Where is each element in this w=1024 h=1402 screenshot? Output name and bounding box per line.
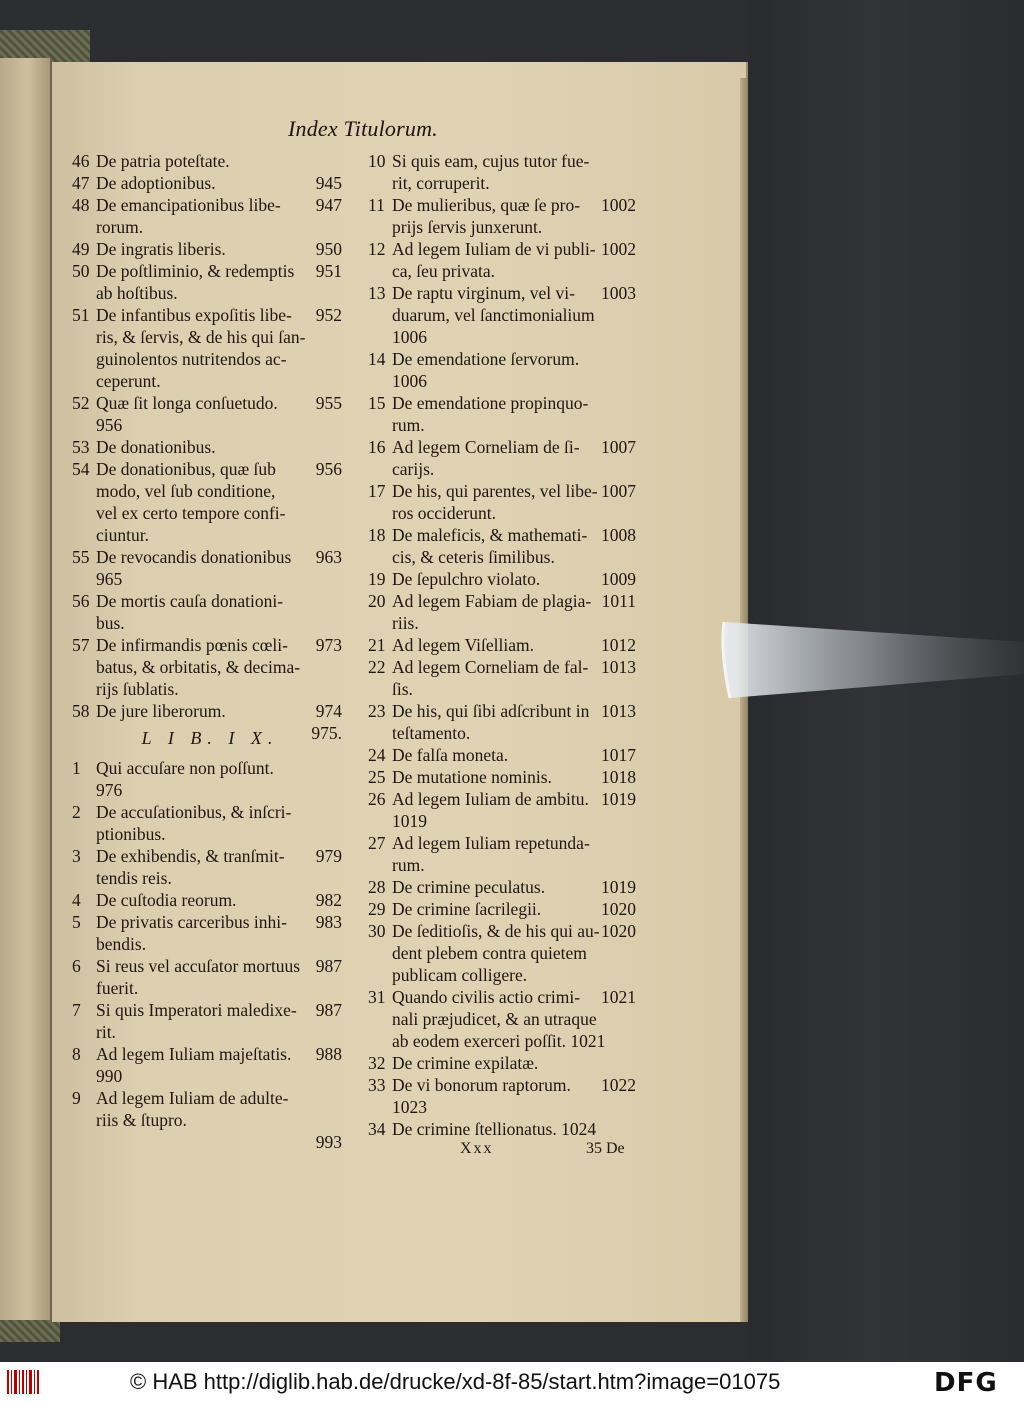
entry-number: 58 <box>72 701 90 721</box>
entry-continuation: cis, & ceteris ſimilibus. <box>392 547 555 567</box>
entry-number: 1 <box>72 758 81 778</box>
entry-title: De revocandis donationibus <box>96 547 292 567</box>
entry-number: 48 <box>72 195 90 215</box>
entry-first-line <box>368 634 640 656</box>
signature-mark: Xxx <box>460 1140 494 1157</box>
entry-title: De crimine peculatus. <box>392 877 546 897</box>
entry-title: De infantibus expoſitis libe- <box>96 305 292 325</box>
entry-page-number: 1009 <box>601 569 636 589</box>
entry-number: 2 <box>72 802 81 822</box>
entry-continuation: riis & ſtupro. <box>96 1110 187 1130</box>
entry-number: 18 <box>368 525 386 545</box>
entry-first-line <box>368 788 640 810</box>
entry-number: 26 <box>368 789 386 809</box>
index-entry <box>368 986 640 1052</box>
entry-first-line <box>72 238 348 260</box>
entry-continuation: 1006 <box>392 327 427 347</box>
entry-title: Ad legem Iuliam de adulte- <box>96 1088 289 1108</box>
entry-continuation: riis. <box>392 613 419 633</box>
entry-title: De donationibus. <box>96 437 216 457</box>
entry-first-line <box>368 348 640 370</box>
entry-first-line <box>368 700 640 722</box>
entry-first-line <box>368 524 640 546</box>
entry-continuation: rum. <box>392 415 425 435</box>
entry-continuation: ca, ſeu privata. <box>392 261 496 281</box>
entry-title: Quæ ſit longa conſuetudo. <box>96 393 278 413</box>
entry-title: Si quis eam, cujus tutor fue- <box>392 151 590 171</box>
entry-first-line <box>72 260 348 282</box>
entry-page-number: 951 <box>315 261 342 281</box>
index-entry <box>368 1074 640 1118</box>
entry-continuation: vel ex certo tempore confi- <box>96 503 286 523</box>
index-entry <box>368 282 640 348</box>
entry-page-number: 1013 <box>601 657 636 677</box>
entry-continuation: dent plebem contra quietem <box>392 943 587 963</box>
entry-number: 12 <box>368 239 386 259</box>
entry-first-line <box>72 392 348 414</box>
entry-title: Ad legem Iuliam de ambitu. <box>392 789 589 809</box>
entry-first-line <box>72 889 348 911</box>
entry-continuation: 976 <box>96 780 123 800</box>
entry-title: De mortis cauſa donationi- <box>96 591 284 611</box>
entry-continuation: rorum. <box>96 217 144 237</box>
entry-continuation: ros occiderunt. <box>392 503 496 523</box>
book-heading: L I B. I X. <box>141 728 279 748</box>
entry-page-number: 945 <box>315 173 342 193</box>
entry-continuation: 956 <box>96 415 123 435</box>
entry-first-line <box>72 911 348 933</box>
entry-number: 9 <box>72 1088 81 1108</box>
entry-title: Ad legem Viſelliam. <box>392 635 534 655</box>
entry-number: 19 <box>368 569 386 589</box>
entry-continuation: ab hoſtibus. <box>96 283 178 303</box>
entry-page-number: 952 <box>315 305 342 325</box>
index-column-right <box>368 150 640 1140</box>
entry-title: Ad legem Iuliam majeſtatis. <box>96 1044 292 1064</box>
entry-number: 57 <box>72 635 90 655</box>
entry-first-line <box>72 458 348 480</box>
entry-title: De mulieribus, quæ ſe pro- <box>392 195 581 215</box>
entry-continuation: modo, vel ſub conditione, <box>96 481 276 501</box>
entry-first-line <box>368 766 640 788</box>
entry-page-number: 1002 <box>601 195 636 215</box>
entry-continuation: ceperunt. <box>96 371 161 391</box>
entry-title: De falſa moneta. <box>392 745 509 765</box>
entry-number: 23 <box>368 701 386 721</box>
entry-title: De emancipationibus libe- <box>96 195 281 215</box>
entry-continuation: bendis. <box>96 934 147 954</box>
entry-line-holder <box>72 1109 348 1152</box>
entry-continuation: ab eodem exerceri poſſit. 1021 <box>392 1031 606 1051</box>
entry-title: Qui accuſare non poſſunt. <box>96 758 274 778</box>
entry-first-line <box>368 194 640 216</box>
entry-page-number: 975. <box>311 723 342 743</box>
entry-continuation: ris, & ſervis, & de his qui ſan- <box>96 327 306 347</box>
entry-first-line <box>72 955 348 977</box>
entry-first-line <box>368 480 640 502</box>
barcode-icon <box>6 1368 40 1396</box>
entry-first-line <box>72 172 348 194</box>
entry-first-line <box>368 568 640 590</box>
entry-number: 27 <box>368 833 386 853</box>
entry-number: 3 <box>72 846 81 866</box>
index-entry <box>368 348 640 392</box>
catchword: 35 De <box>586 1140 625 1157</box>
entry-page-number: 1020 <box>601 921 636 941</box>
entry-page-number: 1007 <box>601 437 636 457</box>
entry-page-number: 1019 <box>601 877 636 897</box>
entry-number: 21 <box>368 635 386 655</box>
entry-title: De donationibus, quæ ſub <box>96 459 276 479</box>
entry-first-line <box>368 876 640 898</box>
entry-number: 10 <box>368 151 386 171</box>
entry-first-line <box>368 898 640 920</box>
entry-page-number: 956 <box>315 459 342 479</box>
entry-first-line <box>368 920 640 942</box>
index-entry <box>72 1087 348 1152</box>
entry-number: 25 <box>368 767 386 787</box>
entry-page-number: 1012 <box>601 635 636 655</box>
entry-title: De ſeditioſis, & de his qui au- <box>392 921 600 941</box>
entry-number: 51 <box>72 305 90 325</box>
entry-continuation: duarum, vel ſanctimonialium <box>392 305 595 325</box>
entry-page-number: 955 <box>315 393 342 413</box>
entry-title: De exhibendis, & tranſmit- <box>96 846 285 866</box>
entry-continuation: 1006 <box>392 371 427 391</box>
running-head: Index Titulorum. <box>288 116 438 141</box>
entry-page-number: 993 <box>315 1132 342 1152</box>
entry-continuation: ciuntur. <box>96 525 149 545</box>
entry-continuation: 965 <box>96 569 123 589</box>
entry-continuation: teſtamento. <box>392 723 471 743</box>
entry-page-number: 1017 <box>601 745 636 765</box>
entry-page-number: 979 <box>315 846 342 866</box>
entry-number: 52 <box>72 393 90 413</box>
entry-number: 28 <box>368 877 386 897</box>
entry-title: Ad legem Iuliam de vi publi- <box>392 239 596 259</box>
entry-title: De poſtliminio, & redemptis <box>96 261 295 281</box>
entry-title: Si quis Imperatori maledixe- <box>96 1000 297 1020</box>
entry-page-number: 950 <box>315 239 342 259</box>
entry-continuation: rit, corruperit. <box>392 173 490 193</box>
entry-page-number: 1002 <box>601 239 636 259</box>
entry-first-line <box>368 282 640 304</box>
entry-list-lib-9 <box>72 757 348 1152</box>
entry-number: 33 <box>368 1075 386 1095</box>
entry-continuation: batus, & orbitatis, & decima- <box>96 657 301 677</box>
entry-first-line <box>72 801 348 823</box>
binding-cloth-bottom <box>0 1318 60 1342</box>
entry-first-line <box>368 238 640 260</box>
entry-number: 6 <box>72 956 81 976</box>
entry-continuation: ſis. <box>392 679 413 699</box>
entry-number: 5 <box>72 912 81 932</box>
entry-number: 15 <box>368 393 386 413</box>
entry-number: 4 <box>72 890 81 910</box>
entry-page-number: 1011 <box>601 591 636 611</box>
entry-continuation: ptionibus. <box>96 824 166 844</box>
entry-number: 49 <box>72 239 90 259</box>
entry-first-line <box>72 1087 348 1109</box>
entry-continuation: rum. <box>392 855 425 875</box>
entry-first-line <box>368 590 640 612</box>
entry-continuation: fuerit. <box>96 978 139 998</box>
entry-title: De his, qui parentes, vel libe- <box>392 481 598 501</box>
index-entry <box>72 392 348 436</box>
entry-number: 47 <box>72 173 90 193</box>
entry-first-line <box>72 590 348 612</box>
entry-first-line <box>72 634 348 656</box>
entry-first-line <box>368 392 640 414</box>
entry-title: Quando civilis actio crimi- <box>392 987 581 1007</box>
entry-continuation: prijs ſervis junxerunt. <box>392 217 543 237</box>
entry-title: De crimine expilatæ. <box>392 1053 539 1073</box>
entry-number: 8 <box>72 1044 81 1064</box>
entry-first-line <box>72 999 348 1021</box>
entry-first-line <box>368 744 640 766</box>
entry-page-number: 1022 <box>601 1075 636 1095</box>
entry-page-number: 973 <box>315 635 342 655</box>
page-fore-edge <box>740 78 748 1322</box>
index-entry <box>72 1043 348 1087</box>
entry-first-line <box>368 1052 640 1074</box>
entry-page-number: 1018 <box>601 767 636 787</box>
entry-title: Ad legem Corneliam de ſi- <box>392 437 580 457</box>
entry-continuation: publicam colligere. <box>392 965 528 985</box>
entry-number: 13 <box>368 283 386 303</box>
entry-continuation: 990 <box>96 1066 123 1086</box>
entry-title: De accuſationibus, & inſcri- <box>96 802 292 822</box>
entry-title: De privatis carceribus inhi- <box>96 912 287 932</box>
entry-number: 31 <box>368 987 386 1007</box>
entry-number: 55 <box>72 547 90 567</box>
entry-number: 22 <box>368 657 386 677</box>
entry-first-line <box>368 1074 640 1096</box>
entry-title: De ingratis liberis. <box>96 239 226 259</box>
entry-first-line <box>72 150 348 172</box>
entry-page-number: 988 <box>315 1044 342 1064</box>
entry-number: 17 <box>368 481 386 501</box>
entry-page-number: 1019 <box>601 789 636 809</box>
entry-first-line <box>72 304 348 326</box>
entry-number: 53 <box>72 437 90 457</box>
entry-continuation: guinolentos nutritendos ac- <box>96 349 287 369</box>
entry-number: 14 <box>368 349 386 369</box>
entry-continuation: carijs. <box>392 459 435 479</box>
entry-title: De cuſtodia reorum. <box>96 890 237 910</box>
entry-continuation: rijs ſublatis. <box>96 679 179 699</box>
footer-bar <box>0 1362 1024 1402</box>
entry-number: 24 <box>368 745 386 765</box>
entry-first-line <box>368 1118 640 1140</box>
entry-page-number: 974 <box>315 701 342 721</box>
footer-source-link[interactable]: © HAB http://diglib.hab.de/drucke/xd-8f-85/start.htm?image=01075 <box>130 1369 781 1394</box>
entry-first-line <box>368 656 640 678</box>
entry-page-number: 963 <box>315 547 342 567</box>
dfg-logo: DFG <box>934 1368 998 1398</box>
entry-title: De emendatione ſervorum. <box>392 349 580 369</box>
entry-first-line <box>368 436 640 458</box>
entry-continuation: tendis reis. <box>96 868 172 888</box>
entry-page-number: 987 <box>315 1000 342 1020</box>
entry-number: 20 <box>368 591 386 611</box>
entry-title: Ad legem Iuliam repetunda- <box>392 833 590 853</box>
index-entry <box>368 1118 640 1140</box>
entry-page-number: 1013 <box>601 701 636 721</box>
entry-number: 54 <box>72 459 90 479</box>
entry-title: Si reus vel accuſator mortuus <box>96 956 301 976</box>
entry-number: 34 <box>368 1119 386 1139</box>
entry-first-line <box>72 546 348 568</box>
entry-first-line <box>72 436 348 458</box>
index-column-left <box>72 150 348 1152</box>
index-entry <box>368 788 640 832</box>
entry-number: 46 <box>72 151 90 171</box>
entry-continuation: 1023 <box>392 1097 427 1117</box>
facing-page-edge <box>0 58 52 1320</box>
entry-page-number: 1003 <box>601 283 636 303</box>
entry-title: De ſepulchro violato. <box>392 569 541 589</box>
entry-number: 56 <box>72 591 90 611</box>
entry-first-line <box>368 832 640 854</box>
entry-page-number: 1007 <box>601 481 636 501</box>
index-entry <box>72 757 348 801</box>
entry-title: De jure liberorum. <box>96 701 226 721</box>
entry-page-number: 983 <box>315 912 342 932</box>
entry-title: De raptu virginum, vel vi- <box>392 283 575 303</box>
entry-title: De vi bonorum raptorum. <box>392 1075 571 1095</box>
entry-page-number: 982 <box>315 890 342 910</box>
scan-backdrop-right <box>748 0 1024 1362</box>
entry-page-number: 947 <box>315 195 342 215</box>
entry-title: De his, qui ſibi adſcribunt in <box>392 701 590 721</box>
entry-title: De crimine ſtellionatus. 1024 <box>392 1119 597 1139</box>
entry-title: De mutatione nominis. <box>392 767 552 787</box>
entry-page-number: 987 <box>315 956 342 976</box>
entry-continuation: 1019 <box>392 811 427 831</box>
entry-number: 16 <box>368 437 386 457</box>
entry-title: De adoptionibus. <box>96 173 216 193</box>
entry-title: De infirmandis pœnis cœli- <box>96 635 288 655</box>
entry-first-line <box>72 194 348 216</box>
index-entry <box>72 546 348 590</box>
entry-title: De maleficis, & mathemati- <box>392 525 588 545</box>
entry-number: 11 <box>368 195 385 215</box>
entry-first-line <box>72 845 348 867</box>
entry-continuation: nali præjudicet, & an utraque <box>392 1009 597 1029</box>
entry-first-line <box>72 1043 348 1065</box>
entry-first-line <box>368 150 640 172</box>
entry-number: 30 <box>368 921 386 941</box>
entry-first-line <box>72 757 348 779</box>
entry-first-line <box>72 700 348 722</box>
entry-title: De crimine ſacrilegii. <box>392 899 542 919</box>
entry-list-right <box>368 150 640 1140</box>
entry-page-number: 1021 <box>601 987 636 1007</box>
entry-number: 32 <box>368 1053 386 1073</box>
entry-continuation: rit. <box>96 1022 116 1042</box>
entry-title: De patria poteſtate. <box>96 151 230 171</box>
entry-title: Ad legem Corneliam de fal- <box>392 657 589 677</box>
entry-first-line <box>368 986 640 1008</box>
entry-number: 50 <box>72 261 90 281</box>
entry-number: 7 <box>72 1000 81 1020</box>
entry-page-number: 1008 <box>601 525 636 545</box>
entry-title: Ad legem Fabiam de plagia- <box>392 591 592 611</box>
entry-continuation: bus. <box>96 613 125 633</box>
entry-number: 29 <box>368 899 386 919</box>
entry-title: De emendatione propinquo- <box>392 393 589 413</box>
entry-page-number: 1020 <box>601 899 636 919</box>
